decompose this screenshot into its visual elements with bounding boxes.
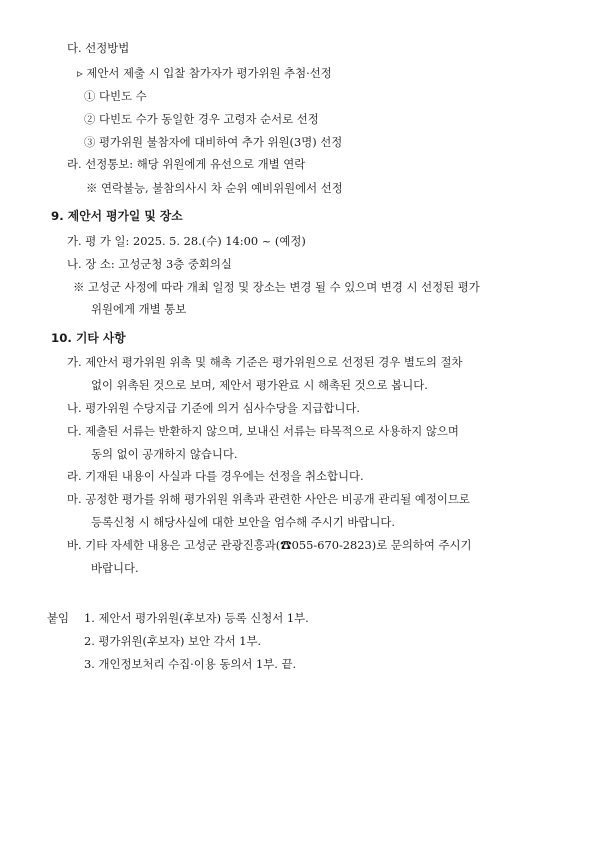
section-9-title: 9. 제안서 평가일 및 장소	[51, 209, 183, 223]
misc-item: 나. 평가위원 수당지급 기준에 의거 심사수당을 지급합니다.	[67, 401, 361, 415]
selection-bullet: ▹ 제안서 제출 시 입찰 참가자가 평가위원 추첨·선정	[77, 66, 332, 80]
misc-item: 가. 제안서 평가위원 위촉 및 해촉 기준은 평가위원으로 선정된 경우 별도의 절차	[67, 355, 463, 369]
misc-item: 라. 기재된 내용이 사실과 다를 경우에는 선정을 취소합니다.	[67, 469, 364, 483]
evaluation-date: 가. 평 가 일: 2025. 5. 28.(수) 14:00 ~ (예정)	[67, 234, 306, 248]
attachment-item: 2. 평가위원(후보자) 보안 각서 1부.	[84, 634, 262, 648]
selection-notify: 라. 선정통보: 해당 위원에게 유선으로 개별 연락	[67, 157, 306, 171]
attachment-item: 1. 제안서 평가위원(후보자) 등록 신청서 1부.	[84, 611, 309, 625]
misc-item-cont: 바랍니다.	[91, 561, 139, 575]
section-9-note-cont: 위원에게 개별 통보	[91, 302, 187, 316]
attachment-item: 3. 개인정보처리 수집·이용 동의서 1부. 끝.	[84, 657, 297, 671]
misc-item-cont: 동의 없이 공개하지 않습니다.	[91, 447, 238, 461]
evaluation-place: 나. 장 소: 고성군청 3층 중회의실	[67, 257, 232, 271]
criterion-item: ② 다빈도 수가 동일한 경우 고령자 순서로 선정	[84, 112, 319, 126]
misc-item-cont: 등록신청 시 해당사실에 대한 보안을 엄수해 주시기 바랍니다.	[91, 515, 396, 529]
misc-item: 바. 기타 자세한 내용은 고성군 관광진흥과(☎055-670-2823)로 문의하여 주시기	[67, 538, 472, 552]
criterion-item: ① 다빈도 수	[84, 89, 147, 103]
attachments-label: 붙임	[47, 611, 70, 625]
selection-method-heading: 다. 선정방법	[67, 41, 130, 55]
criterion-item: ③ 평가위원 불참자에 대비하여 추가 위원(3명) 선정	[84, 135, 343, 149]
misc-item: 다. 제출된 서류는 반환하지 않으며, 보내신 서류는 타목적으로 사용하지 않으며	[67, 424, 459, 438]
misc-item-cont: 없이 위촉된 것으로 보며, 제안서 평가완료 시 해촉된 것으로 봅니다.	[91, 378, 428, 392]
selection-note: ※ 연락불능, 불참의사시 차 순위 예비위원에서 선정	[86, 181, 343, 195]
misc-item: 마. 공정한 평가를 위해 평가위원 위촉과 관련한 사안은 비공개 관리될 예정이므로	[67, 492, 470, 506]
section-10-title: 10. 기타 사항	[51, 331, 126, 345]
section-9-note: ※ 고성군 사정에 따라 개최 일정 및 장소는 변경 될 수 있으며 변경 시 선정된 평가	[73, 280, 480, 294]
